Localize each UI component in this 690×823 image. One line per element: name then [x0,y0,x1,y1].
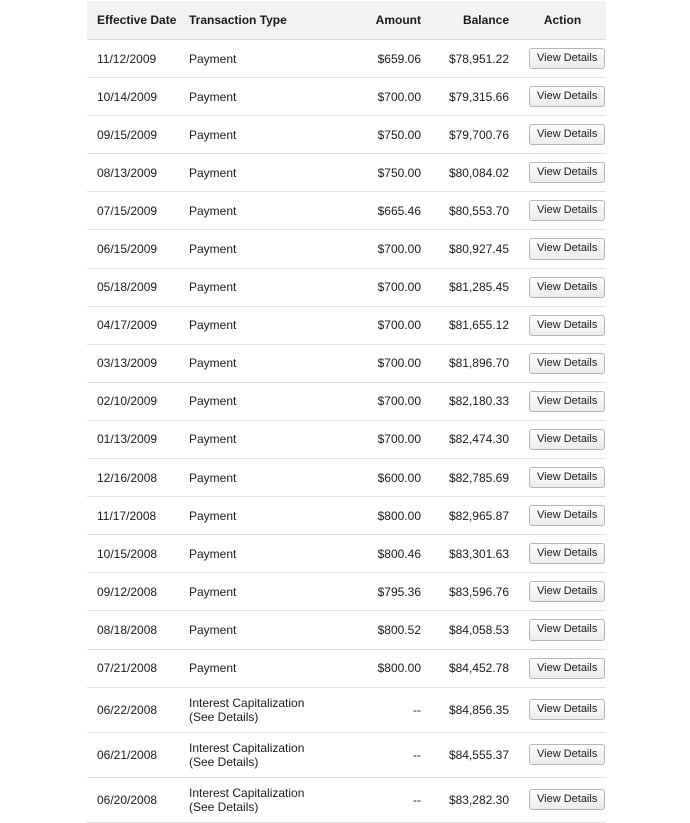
view-details-button[interactable]: View Details [529,744,605,765]
cell-amount: $659.06 [347,40,431,78]
transaction-type-label: Payment [189,622,237,637]
cell-balance: $80,084.02 [431,154,519,192]
table-row [87,344,606,382]
cell-effective-date: 04/17/2009 [87,306,179,344]
transaction-table-container [87,0,606,823]
transaction-type-label: Payment [189,280,237,295]
table-body [87,40,606,823]
column-header-amount: Amount [347,1,431,40]
view-details-button[interactable]: View Details [529,789,605,810]
cell-action [519,611,606,649]
transaction-type-label: Payment [189,242,237,257]
table-row [87,154,606,192]
cell-effective-date: 06/15/2009 [87,230,179,268]
cell-balance: $79,700.76 [431,116,519,154]
cell-effective-date: 06/21/2008 [87,732,179,777]
cell-action [519,535,606,573]
cell-balance: $82,474.30 [431,420,519,458]
cell-amount: $800.00 [347,649,431,687]
cell-amount: $750.00 [347,116,431,154]
cell-transaction-type [179,116,347,154]
view-details-button[interactable]: View Details [529,658,605,679]
cell-action [519,777,606,822]
transaction-type-label: Payment [189,470,237,485]
cell-action [519,268,606,306]
cell-transaction-type [179,192,347,230]
cell-transaction-type [179,459,347,497]
cell-action [519,40,606,78]
cell-effective-date: 06/20/2008 [87,777,179,822]
cell-transaction-type [179,344,347,382]
cell-amount: $700.00 [347,268,431,306]
cell-effective-date: 10/14/2009 [87,78,179,116]
cell-action [519,459,606,497]
cell-balance: $83,301.63 [431,535,519,573]
cell-action [519,420,606,458]
transaction-type-label: Interest Capitalization [189,785,305,800]
transaction-type-note: (See Details) [189,709,259,724]
table-row [87,192,606,230]
transaction-type-label: Payment [189,546,237,561]
transaction-type-label: Payment [189,508,237,523]
cell-balance: $83,282.30 [431,777,519,822]
cell-amount: -- [347,777,431,822]
cell-balance: $82,180.33 [431,382,519,420]
table-row [87,649,606,687]
transaction-type-label: Payment [189,661,237,676]
view-details-button[interactable]: View Details [529,391,605,412]
transaction-type-label: Payment [189,584,237,599]
cell-balance: $83,596.76 [431,573,519,611]
right-gutter [606,0,690,639]
cell-transaction-type [179,687,347,732]
cell-effective-date: 09/12/2008 [87,573,179,611]
cell-action [519,306,606,344]
cell-amount: $700.00 [347,382,431,420]
view-details-button[interactable]: View Details [529,619,605,640]
cell-balance: $82,965.87 [431,497,519,535]
cell-transaction-type [179,535,347,573]
cell-transaction-type [179,154,347,192]
cell-balance: $82,785.69 [431,459,519,497]
cell-transaction-type [179,777,347,822]
table-row [87,116,606,154]
table-row [87,459,606,497]
column-header-balance: Balance [431,1,519,40]
cell-balance: $81,655.12 [431,306,519,344]
cell-amount: $700.00 [347,78,431,116]
transaction-type-label: Payment [189,356,237,371]
cell-balance: $81,896.70 [431,344,519,382]
transaction-type-label: Payment [189,203,237,218]
transaction-type-label: Payment [189,127,237,142]
cell-amount: $700.00 [347,344,431,382]
transaction-type-label: Payment [189,51,237,66]
view-details-button[interactable]: View Details [529,315,605,336]
cell-balance: $78,951.22 [431,40,519,78]
cell-amount: $800.46 [347,535,431,573]
view-details-button[interactable]: View Details [529,277,605,298]
cell-action [519,192,606,230]
cell-action [519,382,606,420]
cell-amount: $750.00 [347,154,431,192]
view-details-button[interactable]: View Details [529,505,605,526]
column-header-effective-date: Effective Date [87,1,179,40]
transaction-type-label: Payment [189,432,237,447]
cell-amount: $700.00 [347,306,431,344]
cell-amount: $800.52 [347,611,431,649]
transaction-type-note: (See Details) [189,799,259,814]
table-row [87,497,606,535]
transaction-type-note: (See Details) [189,754,259,769]
table-row [87,78,606,116]
transaction-type-label: Payment [189,394,237,409]
view-details-button[interactable]: View Details [529,581,605,602]
column-header-transaction-type: Transaction Type [179,1,347,40]
cell-effective-date: 11/17/2008 [87,497,179,535]
cell-transaction-type [179,306,347,344]
view-details-button[interactable]: View Details [529,353,605,374]
view-details-button[interactable]: View Details [529,543,605,564]
cell-effective-date: 08/13/2009 [87,154,179,192]
cell-balance: $80,553.70 [431,192,519,230]
cell-action [519,154,606,192]
table-row [87,732,606,777]
transaction-type-label: Interest Capitalization [189,740,305,755]
transaction-type-label: Interest Capitalization [189,695,305,710]
view-details-button[interactable]: View Details [529,699,605,720]
cell-transaction-type [179,497,347,535]
table-row [87,687,606,732]
cell-transaction-type [179,268,347,306]
table-row [87,306,606,344]
table-header-row [87,1,606,40]
cell-amount: $700.00 [347,420,431,458]
cell-transaction-type [179,649,347,687]
cell-balance: $84,452.78 [431,649,519,687]
table-header [87,1,606,40]
cell-action [519,116,606,154]
cell-balance: $84,856.35 [431,687,519,732]
cell-transaction-type [179,573,347,611]
cell-balance: $84,058.53 [431,611,519,649]
cell-balance: $84,555.37 [431,732,519,777]
cell-transaction-type [179,420,347,458]
transaction-type-label: Payment [189,89,237,104]
cell-effective-date: 02/10/2009 [87,382,179,420]
cell-amount: $600.00 [347,459,431,497]
view-details-button[interactable]: View Details [529,200,605,221]
cell-action [519,497,606,535]
table-row [87,382,606,420]
cell-transaction-type [179,230,347,268]
cell-effective-date: 08/18/2008 [87,611,179,649]
view-details-button[interactable]: View Details [529,429,605,450]
cell-effective-date: 07/15/2009 [87,192,179,230]
cell-effective-date: 06/22/2008 [87,687,179,732]
table-row [87,535,606,573]
cell-action [519,573,606,611]
view-details-button[interactable]: View Details [529,238,605,259]
cell-balance: $80,927.45 [431,230,519,268]
cell-action [519,649,606,687]
cell-transaction-type [179,382,347,420]
cell-effective-date: 03/13/2009 [87,344,179,382]
cell-action [519,687,606,732]
cell-amount: -- [347,732,431,777]
cell-effective-date: 12/16/2008 [87,459,179,497]
cell-effective-date: 11/12/2009 [87,40,179,78]
cell-action [519,732,606,777]
cell-amount: $700.00 [347,230,431,268]
table-row [87,230,606,268]
view-details-button[interactable]: View Details [529,48,605,69]
cell-balance: $79,315.66 [431,78,519,116]
cell-transaction-type [179,611,347,649]
cell-balance: $81,285.45 [431,268,519,306]
view-details-button[interactable]: View Details [529,86,605,107]
table-row [87,268,606,306]
transaction-type-label: Payment [189,165,237,180]
cell-transaction-type [179,732,347,777]
table-row [87,420,606,458]
cell-amount: -- [347,687,431,732]
table-row [87,611,606,649]
cell-effective-date: 05/18/2009 [87,268,179,306]
cell-amount: $795.36 [347,573,431,611]
transaction-table [87,0,606,823]
table-row [87,573,606,611]
left-gutter [0,0,87,639]
view-details-button[interactable]: View Details [529,162,605,183]
cell-transaction-type [179,78,347,116]
cell-action [519,78,606,116]
cell-action [519,230,606,268]
column-header-action: Action [519,1,606,40]
cell-amount: $665.46 [347,192,431,230]
cell-effective-date: 07/21/2008 [87,649,179,687]
table-row [87,40,606,78]
cell-amount: $800.00 [347,497,431,535]
view-details-button[interactable]: View Details [529,467,605,488]
cell-effective-date: 10/15/2008 [87,535,179,573]
transaction-type-label: Payment [189,318,237,333]
cell-action [519,344,606,382]
view-details-button[interactable]: View Details [529,124,605,145]
cell-transaction-type [179,40,347,78]
cell-effective-date: 01/13/2009 [87,420,179,458]
cell-effective-date: 09/15/2009 [87,116,179,154]
table-row [87,777,606,822]
